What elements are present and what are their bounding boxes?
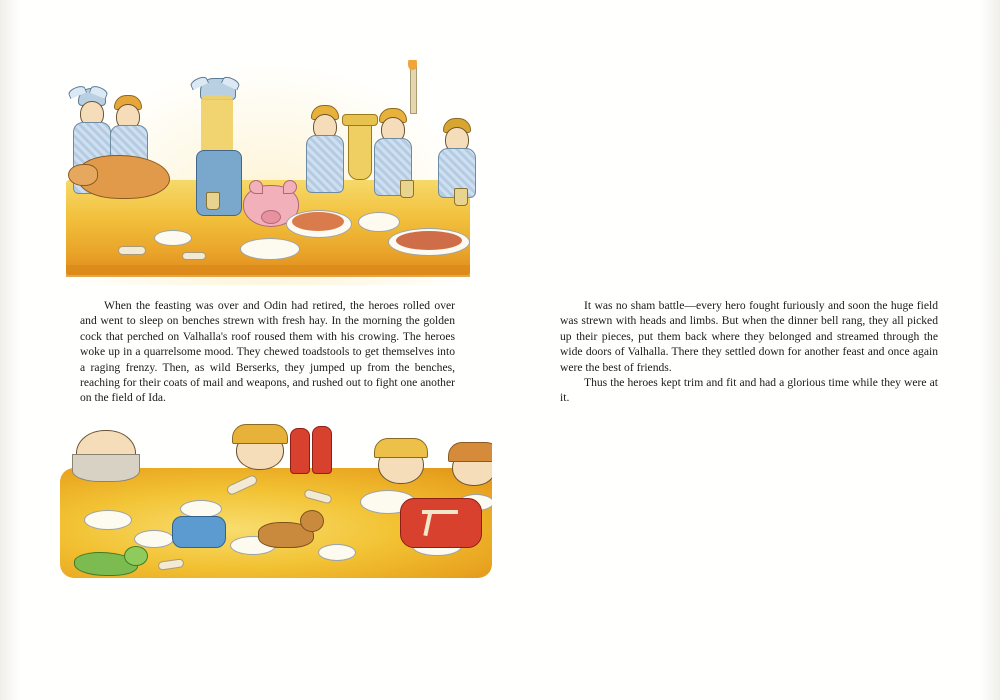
bone [182,252,206,260]
candle [410,66,417,114]
pig-snout [261,210,281,224]
plate [84,510,132,530]
paragraph: When the feasting was over and Odin had retired, the heroes rolled over and went to sleep on benches strewn with fresh hay. In the morning the golden cock that perched on Valhalla's roof roused them with his crowing. The heroes woke up in a quarrelsome mood. They chewed toadstools to get themselves into a raging frenzy. Then, as wild Berserks, they jumped up from the benches, reaching for their coats of mail and weapons, and rushed out to fight one another on the field of Ida. [80,299,455,405]
pig-ear [283,180,297,194]
red-boot [312,426,332,474]
flame-icon [408,60,417,70]
lizard-head [124,546,148,566]
food-portion [292,212,344,231]
mug [206,192,220,210]
dog-head [300,510,324,532]
drinking-goblet [348,120,372,180]
pig-ear [249,180,263,194]
goblet-rim [342,114,378,126]
tunic-scrap [172,516,226,548]
paragraph: Thus the heroes kept trim and fit and had a glorious time while they were at it. [560,376,938,405]
hair [448,442,492,462]
page-edge-left [0,0,20,700]
mug [454,188,468,206]
beard [72,454,140,482]
plate [318,544,356,561]
page-left [20,0,500,700]
right-page-body-text [560,298,938,406]
red-shield [400,498,482,548]
left-page-body-text [80,298,455,406]
mug [400,180,414,198]
boar-head [68,164,98,186]
plate [358,212,400,232]
hair [374,438,428,458]
plate [154,230,192,246]
hair [232,424,288,444]
plate [134,530,174,548]
food-portion [396,231,462,250]
long-hair [201,95,233,155]
plate [240,238,300,260]
illustration-aftermath-debris [60,418,492,598]
red-boot [290,428,310,474]
page-edge-right [980,0,1000,700]
bone [118,246,146,255]
table-edge [66,265,470,277]
paragraph: It was no sham battle—every hero fought furiously and soon the huge field was strewn with heads and limbs. But when the dinner bell rang, they all picked up their pieces, put them back where they belonged and streamed through the wide doors of Valhalla. There they settled down for another feast and once again were the best of friends. [560,299,938,374]
page-right [500,0,980,700]
illustration-feast-in-valhalla [58,60,478,285]
chainmail-body [306,135,344,193]
